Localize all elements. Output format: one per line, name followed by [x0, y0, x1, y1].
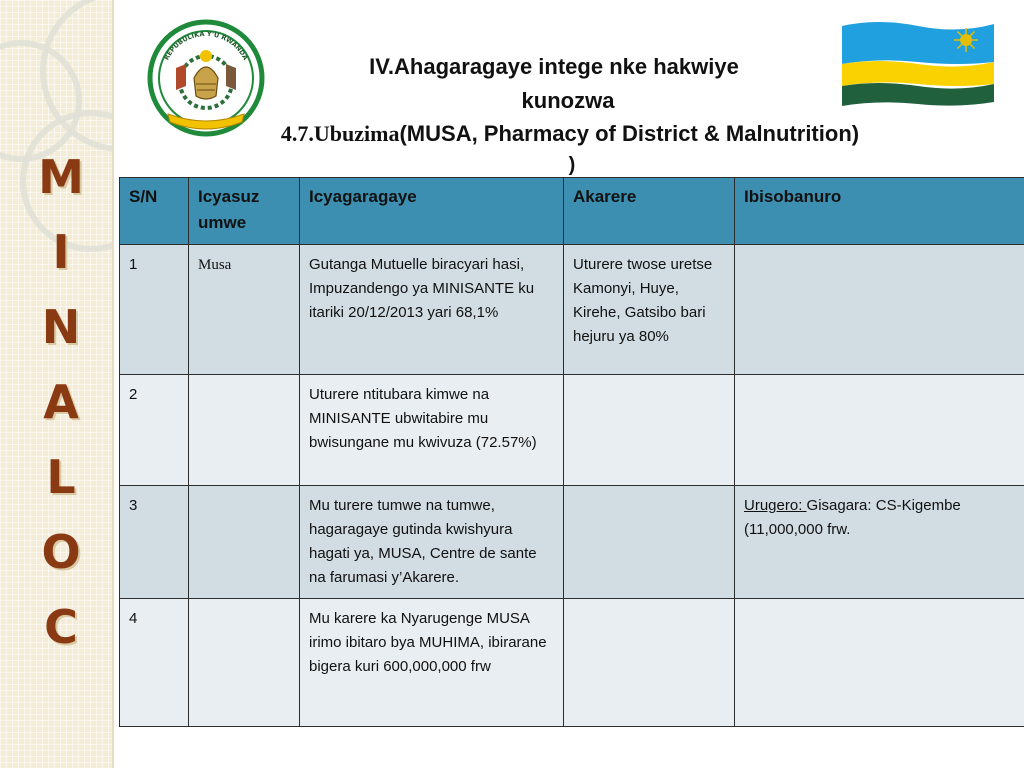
cell-notes — [735, 375, 1024, 486]
svg-text:REPUBULIKA Y'U RWANDA: REPUBULIKA Y'U RWANDA — [162, 29, 250, 62]
table-row — [120, 375, 1024, 486]
cell-topic: Musa — [189, 245, 300, 375]
cell-finding: Mu turere tumwe na tumwe, hagaragaye gutinda kwishyura hagati ya, MUSA, Centre de sante na farumasi y’Akarere. — [300, 486, 564, 599]
table-row — [120, 486, 1024, 599]
notes-label: Urugero: — [744, 497, 807, 514]
cell-topic — [189, 375, 300, 486]
cell-sn: 3 — [120, 486, 189, 599]
sidebar-letter: A — [43, 375, 79, 429]
cell-district — [564, 486, 735, 599]
header-notes: Ibisobanuro — [735, 178, 1024, 245]
sidebar-letter: C — [44, 600, 78, 654]
slide-title-line-2: kunozwa — [521, 88, 615, 113]
table-row — [120, 245, 1024, 375]
cell-finding: Uturere ntitubara kimwe na MINISANTE ubwitabire mu bwisungane mu kwivuza (72.57%) — [300, 375, 564, 486]
sidebar-letter: M — [38, 150, 84, 204]
header-finding: Icyagaragaye — [300, 178, 564, 245]
minaloc-vertical-text — [26, 140, 96, 665]
cell-sn: 2 — [120, 375, 189, 486]
sidebar-divider — [112, 0, 114, 768]
cell-district: Uturere twose uretse Kamonyi, Huye, Kirehe, Gatsibo bari hejuru ya 80% — [564, 245, 735, 375]
slide-title-overflow: ) — [568, 154, 576, 176]
table-row — [120, 599, 1024, 727]
table-header-row — [120, 178, 1024, 245]
sidebar-letter: O — [41, 525, 81, 579]
findings-table — [119, 177, 1024, 727]
cell-notes — [735, 486, 1024, 599]
cell-notes — [735, 245, 1024, 375]
notes-text: Gisagara: CS-Kigembe (11,000,000 frw. — [744, 497, 961, 538]
header-sn: S/N — [120, 178, 189, 245]
sidebar-letter: I — [52, 225, 70, 279]
sidebar-letter: L — [46, 450, 76, 504]
subtitle-section-number: 4.7.Ubuzima — [280, 121, 400, 146]
cell-topic — [189, 486, 300, 599]
decorative-sidebar — [0, 0, 114, 768]
cell-notes — [735, 599, 1024, 727]
sidebar-letter: N — [41, 300, 81, 354]
header-district: Akarere — [564, 178, 735, 245]
cell-sn: 1 — [120, 245, 189, 375]
header-topic: Icyasuz umwe — [189, 178, 300, 245]
cell-sn: 4 — [120, 599, 189, 727]
cell-district — [564, 375, 735, 486]
cell-finding: Gutanga Mutuelle biracyari hasi, Impuzandengo ya MINISANTE ku itariki 20/12/2013 yari 68,1% — [300, 245, 564, 375]
cell-district — [564, 599, 735, 727]
cell-topic — [189, 599, 300, 727]
cell-finding: Mu karere ka Nyarugenge MUSA irimo ibitaro bya MUHIMA, ibirarane bigera kuri 600,000,000 frw — [300, 599, 564, 727]
subtitle-topic: (MUSA, Pharmacy of District & Malnutrition) — [399, 121, 860, 146]
slide-title-line-1: IV.Ahagaragaye intege nke hakwiye — [369, 54, 739, 79]
slide-subtitle — [120, 121, 1020, 147]
